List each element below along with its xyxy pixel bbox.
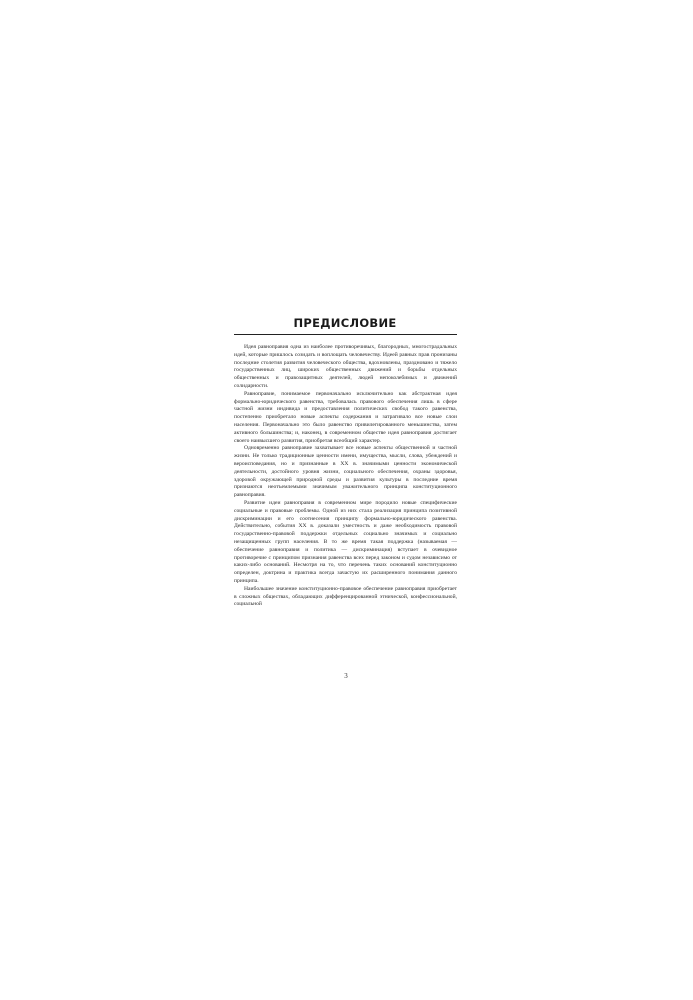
paragraph: Идея равноправия одна из наиболее противоречивых, благородных, многострадальных идей, которые пришлось созидать и воплощать человечеству. Идеей равных прав пронизаны последние столетия развития человеческого общества, вдохновлены, праздновано и тяжело государственных лиц, широких общественных движений и борьбы отдельных общественных и правозащитных деятелей, людей непоколебимых и движений солидарности. xyxy=(234,344,457,389)
paragraph: Равноправие, понимаемое первоначально исключительно как абстрактная идея формально-юридического равенства, требовалась правового обеспечения лишь в сфере частной жизни индивида и предоставления политических свобод такого равенства, постепенно приобретало новые аспекты содержания и затрагивало все новые слои населения. Первоначально это было равенство привилегированного меньшинства, затем активного большинства; и, наконец, в современном обществе идея равноправия достигает своего наивысшего развития, приобретая всеобщий характер. xyxy=(234,390,457,444)
page-title: ПРЕДИСЛОВИЕ xyxy=(293,316,397,330)
paragraph: Одновременно равноправие захватывает все новые аспекты общественной и частной жизни. Не только традиционные ценности имени, имущества, мысли, слова, убеждений и вероисповедания, но и признанные в XX в. значимыми ценности экономической деятельности, достойного уровня жизни, социального обеспечения, охраны здоровья, здоровой окружающей природной среды и развития культуры в последние время признаются неотъемлемыми значимым уважительного принципа конституционного равноправия. xyxy=(234,445,457,499)
body-text xyxy=(234,344,457,609)
paragraph: Развитие идеи равноправия в современном мире породило новые специфические социальные и правовые проблемы. Одной из них стала реализация принципа позитивной дискриминации и его соотнесения принципу формально-юридического равенства. Действительно, события XX в. доказали уместность и даже необходимость правовой государственно-правовой поддержки отдельных социально значимых и социально незащищенных групп населения. В то же время такая поддержка (называемая — обеспечение равноправия и политика — дискриминация) вступает в очевидное противоречие с принципом признания равенства всех перед законом и судом независимо от каких-либо оснований. Несмотря на то, что перечень таких оснований конституционно определен, доктрина и практика всегда зачастую их расширенного понимания данного принципа. xyxy=(234,499,457,584)
heading-rule xyxy=(234,334,457,335)
page-number: 3 xyxy=(344,672,348,680)
paragraph: Наибольшее значение конституционно-правовое обеспечение равноправия приобретает в сложных обществах, обладающих дифференцированной этнической, конфессиональной, социальной xyxy=(234,585,457,608)
